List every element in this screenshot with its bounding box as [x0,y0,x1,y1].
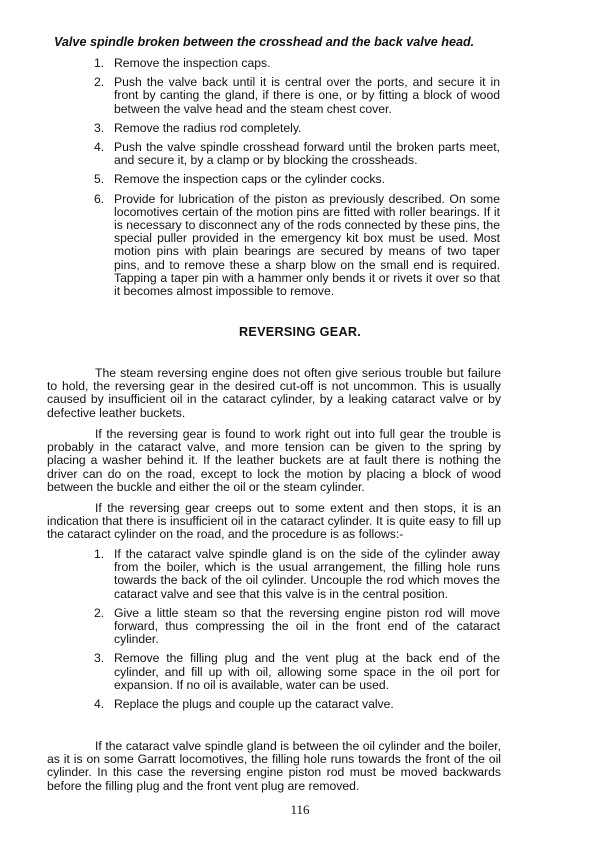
list-item-number: 4. [94,697,105,712]
list-item-text: Push the valve back until it is central over the ports, and secure it in front by canting the gland, if there is one, or by fitting a block of wood between the valve head and the steam chest cover. [114,75,500,116]
paragraph-text: If the cataract valve spindle gland is between the oil cylinder and the boiler, as it is on some Garratt locomotives, the filling hole runs towards the front of the oil cylinder. In this case the reversing engine piston rod must be moved backwards before the filling plug and the front vent plug are removed. [47,739,501,793]
list-item [94,652,500,692]
paragraph [47,428,501,494]
list-item [94,122,500,135]
list-item-text: Provide for lubrication of the piston as previously described. On some locomotives certain of the motion pins are fitted with roller bearings. If it is necessary to disconnect any of the rods connected by these pins, the special puller provided in the emergency kit box must be used. Most motion pins with plain bearings are secured by means of two taper pins, and to remove these a sharp blow on the small end is required. Tapping a taper pin with a hammer only bends it or rivets it over so that it becomes almost impossible to remove. [114,191,500,299]
list-item-text: Push the valve spindle crosshead forward until the broken parts meet, and secure it, by a clamp or by blocking the crossheads. [114,140,500,168]
list-item-number: 2. [94,75,105,90]
list-item-number: 1. [94,56,105,70]
list-item-text: Remove the filling plug and the vent plug at the back end of the cylinder, and fill up with oil, allowing some space in the oil port for expansion. If no oil is available, water can be used. [114,651,500,692]
list-item-text: Give a little steam so that the reversing engine piston rod will move forward, thus compressing the oil in the front end of the cataract cylinder. [114,605,500,647]
paragraph [47,502,501,542]
list-item [94,193,500,299]
list-item [94,76,500,116]
section-title: Valve spindle broken between the crosshead and the back valve head. [54,35,475,49]
list-item [94,173,500,186]
list-item [94,698,500,711]
list-item-text: Remove the inspection caps or the cylinder cocks. [114,172,385,187]
paragraph [47,740,501,793]
list-item-number: 1. [94,547,105,561]
list-item [94,141,500,167]
cataract-filling-steps-list [94,548,500,717]
list-item [94,57,500,70]
paragraph [47,367,501,420]
paragraph-text: If the reversing gear creeps out to some extent and then stops, it is an indication that there is insufficient oil in the cataract cylinder. It is quite easy to fill up the cataract cylinder on the road, and the procedure is as follows:- [47,501,501,542]
page-number: 116 [290,802,310,817]
list-item-number: 3. [94,651,105,666]
list-item-number: 2. [94,605,105,620]
list-item [94,548,500,601]
list-item-text: If the cataract valve spindle gland is on the side of the cylinder away from the boiler, which is the usual arrangement, the filling hole runs towards the back of the oil cylinder. Uncouple the rod which moves the cataract valve and see that this valve is in the central position. [114,547,500,601]
reversing-gear-heading: REVERSING GEAR. [238,325,362,339]
paragraph-text: The steam reversing engine does not often give serious trouble but failure to hold, the reversing gear in the desired cut-off is not uncommon. This is usually caused by insufficient oil in the cataract cylinder, by a leaking cataract valve or by defective leather buckets. [47,366,501,420]
list-item-number: 5. [94,172,105,187]
list-item [94,607,500,647]
list-item-text: Remove the radius rod completely. [114,120,302,135]
list-item-number: 3. [94,120,105,135]
list-item-number: 4. [94,140,105,155]
list-item-text: Remove the inspection caps. [114,56,271,70]
valve-spindle-steps-list [94,57,500,304]
list-item-text: Replace the plugs and couple up the cataract valve. [114,697,394,712]
paragraph-text: If the reversing gear is found to work right out into full gear the trouble is probably in the cataract valve, and more tension can be given to the spring by placing a washer behind it. If the leather buckets are at fault there is nothing the driver can do on the road, except to lock the motion by placing a block of wood between the buckle and either the oil or the steam cylinder. [47,427,501,494]
list-item-number: 6. [94,191,105,206]
